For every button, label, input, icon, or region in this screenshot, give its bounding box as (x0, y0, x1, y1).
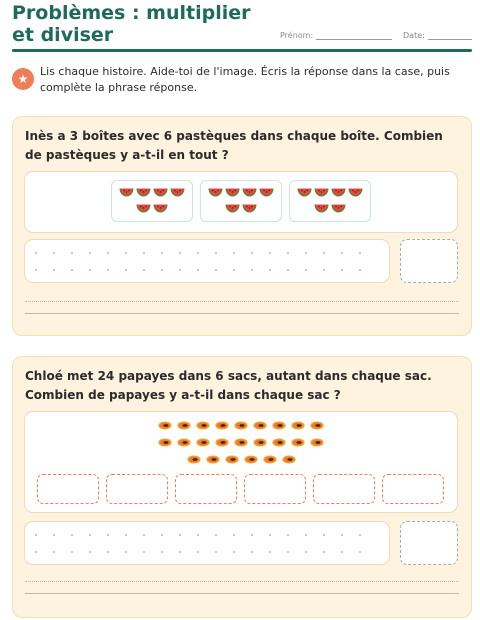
grid-dot (161, 551, 163, 553)
date-field[interactable] (403, 30, 472, 40)
papaya-icon (187, 455, 201, 464)
papaya-icon (272, 438, 286, 447)
papaya-icon (291, 438, 305, 447)
grid-dot (89, 269, 91, 271)
papaya-icon (158, 438, 172, 447)
grid-dot (215, 269, 217, 271)
watermelon-icon (225, 204, 240, 213)
papaya-icon (272, 421, 286, 430)
answer-line-dotted-2[interactable] (25, 581, 459, 582)
grid-dot (251, 252, 253, 254)
grid-dot (107, 551, 109, 553)
grid-dot (71, 252, 73, 254)
watermelon-icon (136, 188, 151, 197)
grid-dot (161, 269, 163, 271)
answer-line-solid-1[interactable] (25, 313, 459, 314)
dot-grid-1 (35, 249, 379, 283)
grid-dot (341, 269, 343, 271)
sack-box[interactable] (244, 474, 306, 504)
watermelon-icon (208, 188, 223, 197)
grid-dot (179, 551, 181, 553)
grid-dot (251, 269, 253, 271)
grid-dot (143, 252, 145, 254)
papaya-icon (225, 455, 239, 464)
watermelon-icon (153, 188, 168, 197)
worksheet-header (0, 0, 480, 54)
grid-dot (359, 269, 361, 271)
grid-dot (287, 269, 289, 271)
grid-dot (35, 269, 37, 271)
page-title: Problèmes : multiplier et diviser (12, 2, 251, 46)
grid-dot (35, 534, 37, 536)
papaya-icon (291, 421, 305, 430)
grid-dot (53, 551, 55, 553)
watermelon-icon (314, 204, 329, 213)
dot-grid-2 (35, 531, 379, 565)
grid-dot (359, 252, 361, 254)
sack-box[interactable] (382, 474, 444, 504)
grid-dot (125, 534, 127, 536)
watermelon-icon (170, 188, 185, 197)
watermelon-icon (297, 188, 312, 197)
watermelon-icon (225, 188, 240, 197)
grid-dot (89, 534, 91, 536)
fruit-box (200, 180, 282, 222)
sack-box[interactable] (313, 474, 375, 504)
problem-question-1: Inès a 3 boîtes avec 6 pastèques dans chaque boîte. Combien de pastèques y a-t-il en tout ? (25, 129, 443, 162)
grid-dot (305, 551, 307, 553)
grid-dot (341, 534, 343, 536)
grid-dot (269, 269, 271, 271)
grid-dot (359, 534, 361, 536)
papaya-icon (282, 455, 296, 464)
watermelon-icon (153, 204, 168, 213)
sack-box[interactable] (106, 474, 168, 504)
grid-dot (125, 551, 127, 553)
watermelon-icon (331, 204, 346, 213)
grid-dot (197, 252, 199, 254)
grid-dot (125, 269, 127, 271)
watermelon-icon (242, 188, 257, 197)
grid-dot (179, 269, 181, 271)
problem-card-1 (12, 116, 472, 336)
watermelon-icon (314, 188, 329, 197)
problem-question-2: Chloé met 24 papayes dans 6 sacs, autant dans chaque sac. Combien de papayes y a-t-il dans chaque sac ? (25, 369, 432, 402)
papaya-icon (196, 421, 210, 430)
grid-dot (197, 534, 199, 536)
grid-dot (53, 252, 55, 254)
grid-dot (287, 551, 289, 553)
grid-dot (251, 534, 253, 536)
name-label: Prénom: (280, 31, 314, 40)
grid-dot (269, 551, 271, 553)
answer-box-2[interactable] (400, 521, 458, 565)
watermelon-icon (259, 188, 274, 197)
grid-dot (251, 551, 253, 553)
papaya-icon (196, 438, 210, 447)
grid-dot (143, 551, 145, 553)
papaya-icon (215, 438, 229, 447)
name-field[interactable] (280, 30, 392, 40)
grid-dot (215, 534, 217, 536)
dot-row (35, 266, 379, 283)
watermelon-icon (331, 188, 346, 197)
grid-dot (305, 534, 307, 536)
dot-row (35, 548, 379, 565)
grid-dot (53, 269, 55, 271)
grid-dot (161, 534, 163, 536)
papaya-icon (253, 438, 267, 447)
dot-row (35, 249, 379, 266)
grid-dot (341, 252, 343, 254)
work-area-2[interactable] (24, 521, 390, 565)
grid-dot (323, 269, 325, 271)
papaya-icon (215, 421, 229, 430)
grid-dot (233, 269, 235, 271)
grid-dot (287, 534, 289, 536)
grid-dot (305, 269, 307, 271)
instructions (12, 64, 472, 100)
answer-line-dotted-1[interactable] (25, 301, 459, 302)
grid-dot (71, 534, 73, 536)
grid-dot (233, 551, 235, 553)
answer-box-1[interactable] (400, 239, 458, 283)
grid-dot (197, 551, 199, 553)
sack-box[interactable] (37, 474, 99, 504)
date-label: Date: (403, 31, 425, 40)
watermelon-icon (348, 188, 363, 197)
watermelon-icon (136, 204, 151, 213)
problem-card-2 (12, 356, 472, 618)
papaya-icon (263, 455, 277, 464)
papaya-icon (234, 438, 248, 447)
grid-dot (215, 252, 217, 254)
grid-dot (287, 252, 289, 254)
work-area-1[interactable] (24, 239, 390, 283)
grid-dot (323, 252, 325, 254)
grid-dot (89, 551, 91, 553)
grid-dot (269, 534, 271, 536)
grid-dot (125, 252, 127, 254)
grid-dot (107, 269, 109, 271)
grid-dot (215, 551, 217, 553)
grid-dot (107, 534, 109, 536)
fruit-box (111, 180, 193, 222)
grid-dot (359, 551, 361, 553)
date-line[interactable] (428, 30, 472, 40)
grid-dot (35, 252, 37, 254)
grid-dot (71, 551, 73, 553)
papaya-icon (253, 421, 267, 430)
picture-box-1 (24, 171, 458, 233)
grid-dot (71, 269, 73, 271)
instructions-text: Lis chaque histoire. Aide-toi de l'image. Écris la réponse dans la case, puis complète la phrase réponse. (40, 65, 450, 94)
grid-dot (107, 252, 109, 254)
grid-dot (179, 252, 181, 254)
watermelon-icon (119, 188, 134, 197)
grid-dot (53, 534, 55, 536)
star-icon: ★ (12, 68, 34, 90)
grid-dot (233, 534, 235, 536)
grid-dot (341, 551, 343, 553)
papaya-icon (234, 421, 248, 430)
name-line[interactable] (316, 30, 392, 40)
grid-dot (233, 252, 235, 254)
papaya-icon (244, 455, 258, 464)
grid-dot (323, 551, 325, 553)
papaya-icon (310, 421, 324, 430)
fruit-box (289, 180, 371, 222)
grid-dot (197, 269, 199, 271)
grid-dot (89, 252, 91, 254)
picture-box-2 (24, 411, 458, 513)
watermelon-icon (242, 204, 257, 213)
sack-box[interactable] (175, 474, 237, 504)
papaya-icon (206, 455, 220, 464)
grid-dot (35, 551, 37, 553)
papaya-icon (310, 438, 324, 447)
dot-row (35, 531, 379, 548)
answer-line-solid-2[interactable] (25, 593, 459, 594)
header-divider (12, 49, 472, 52)
grid-dot (179, 534, 181, 536)
grid-dot (143, 534, 145, 536)
papaya-icon (177, 421, 191, 430)
grid-dot (305, 252, 307, 254)
grid-dot (161, 252, 163, 254)
papaya-icon (177, 438, 191, 447)
grid-dot (323, 534, 325, 536)
grid-dot (143, 269, 145, 271)
grid-dot (269, 252, 271, 254)
papaya-icon (158, 421, 172, 430)
